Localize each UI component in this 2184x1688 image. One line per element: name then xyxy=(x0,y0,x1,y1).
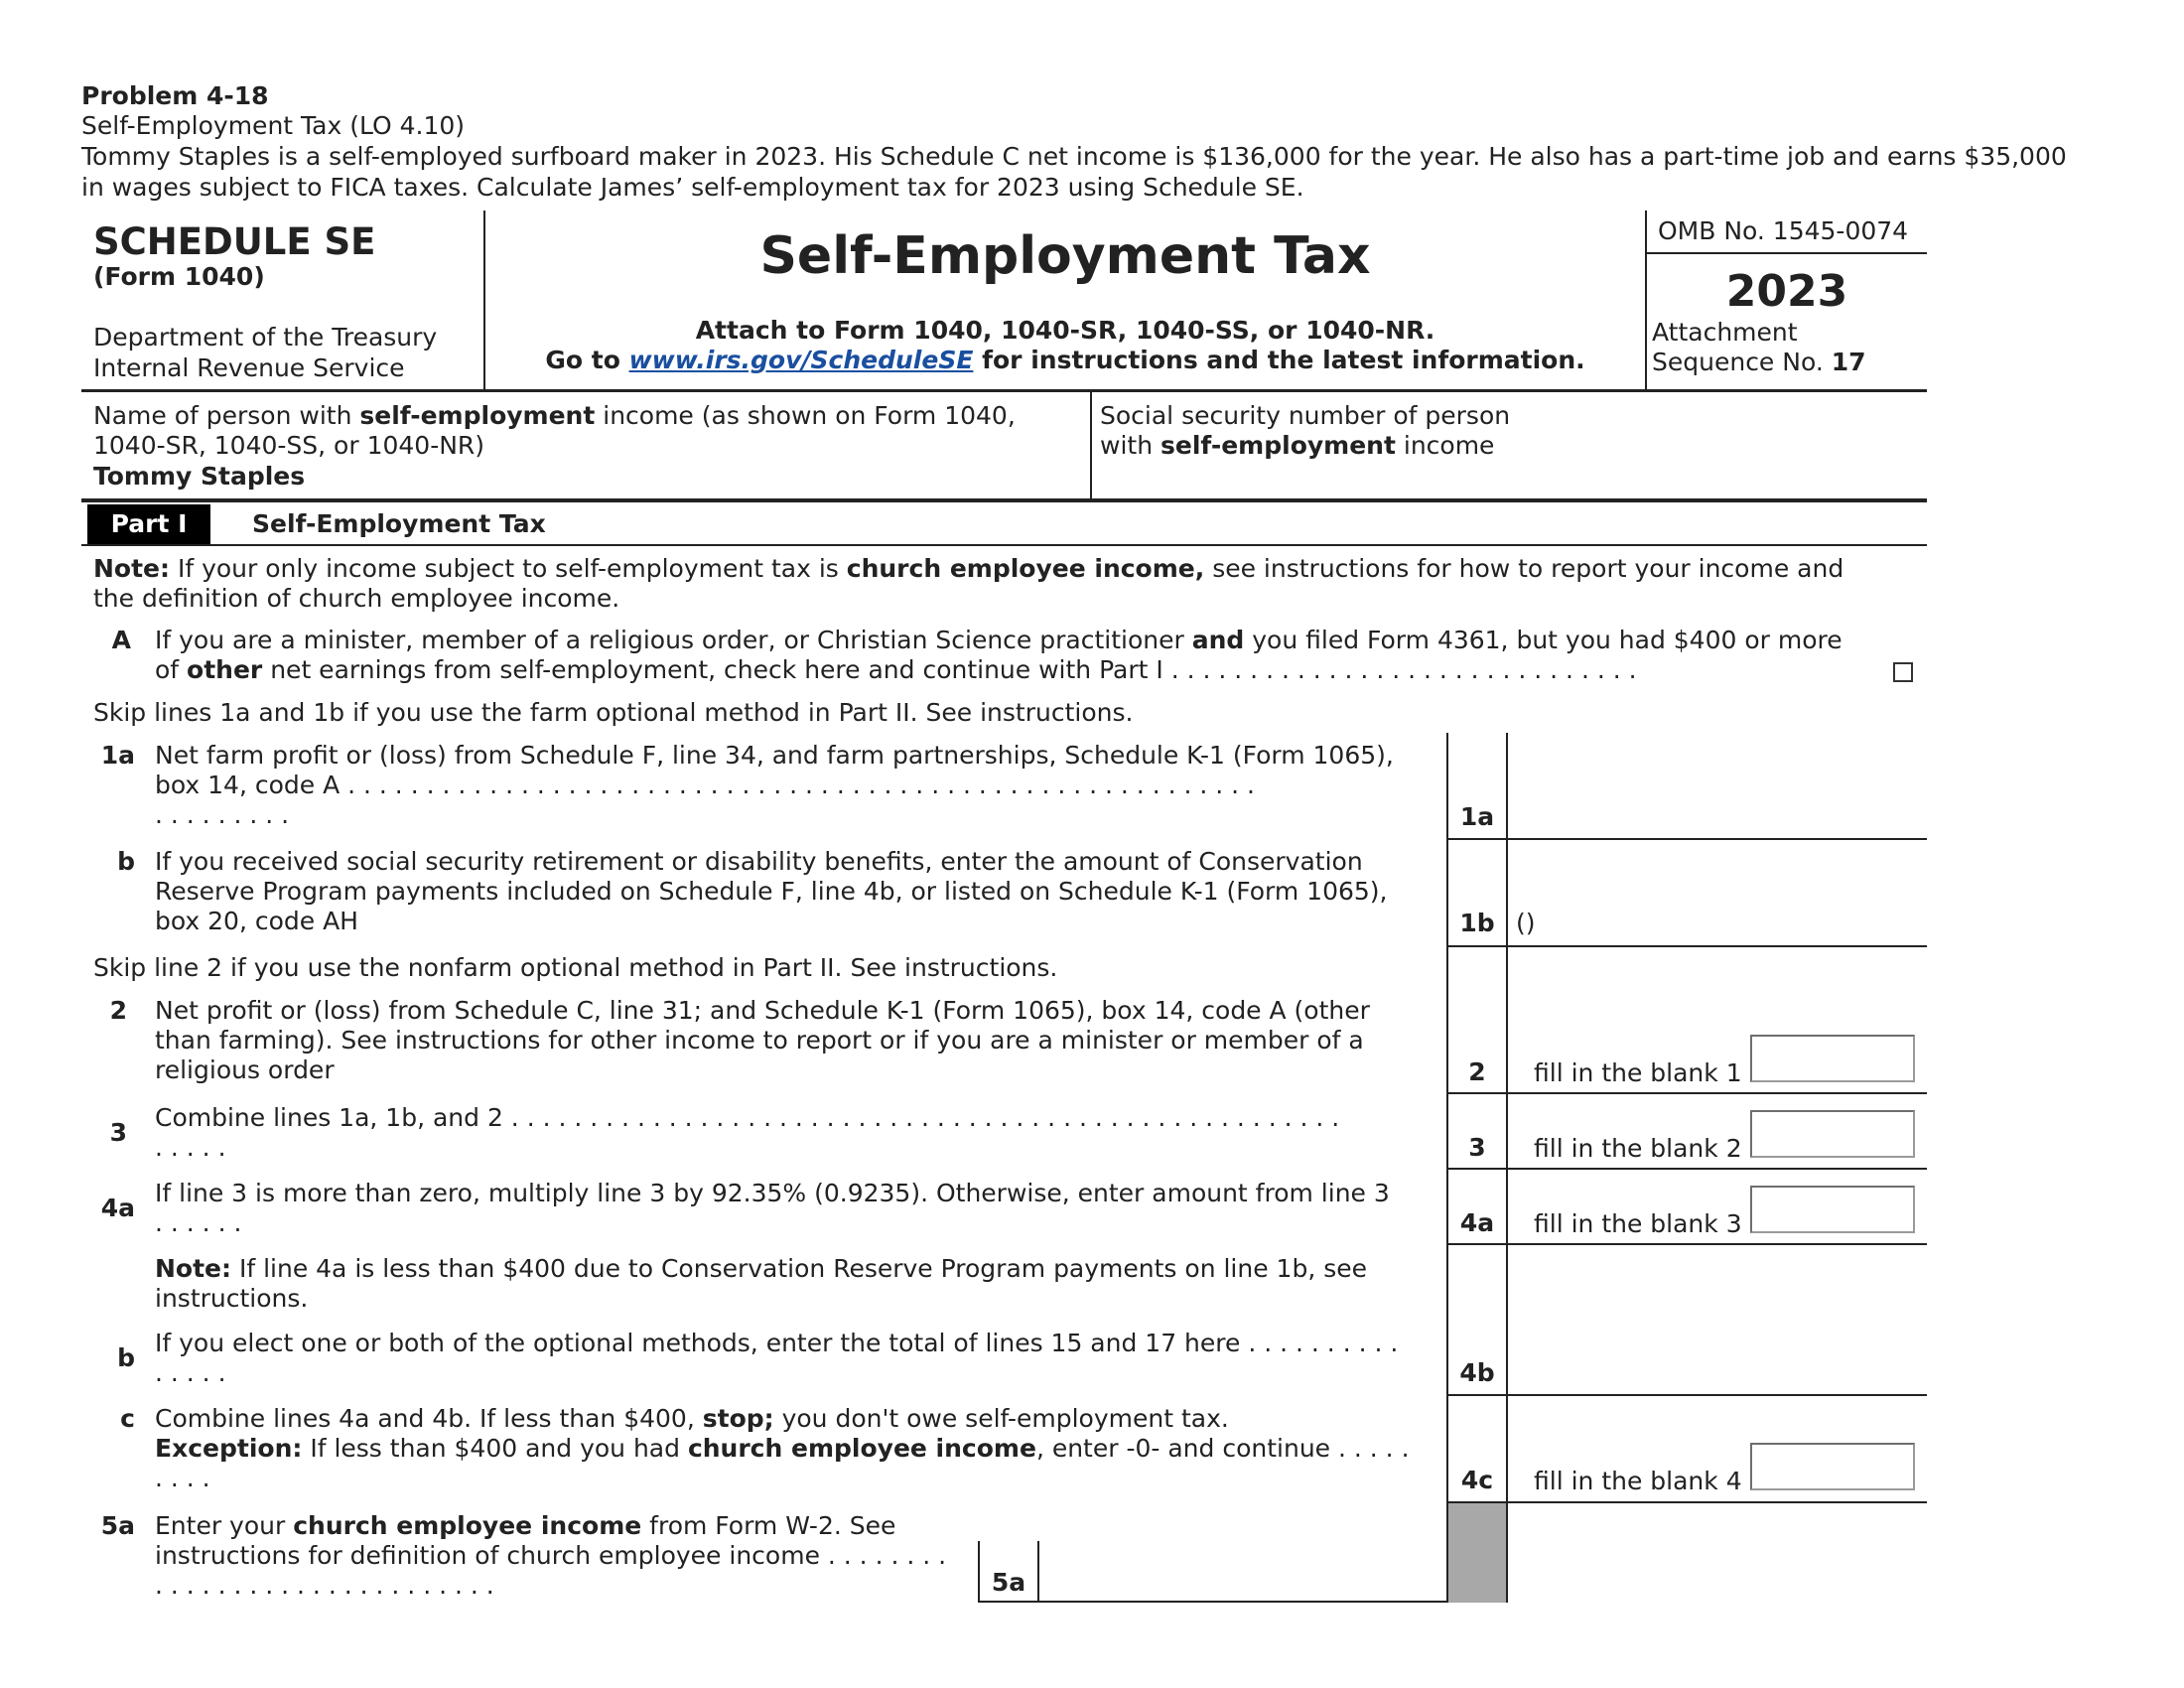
line4c-box-label: 4c xyxy=(1460,1466,1494,1494)
problem-text-line1: Tommy Staples is a self-employed surfboard maker in 2023. His Schedule C net income is $136,000 for the year. He also has a part-time job and earns $35,000 xyxy=(81,142,2067,171)
schedule-title: SCHEDULE SE xyxy=(93,220,376,263)
sequence-label xyxy=(1652,348,1866,377)
line2-text1: Net profit or (loss) from Schedule C, line 31; and Schedule K-1 (Form 1065), box 14, code A (other xyxy=(155,996,1370,1025)
blank2-input[interactable] xyxy=(1750,1110,1915,1158)
line2-text3: religious order xyxy=(155,1055,335,1084)
line5a-shaded-box xyxy=(1448,1503,1506,1603)
form-title: Self-Employment Tax xyxy=(759,226,1371,286)
taxpayer-name[interactable]: Tommy Staples xyxy=(93,462,306,491)
form-number: (Form 1040) xyxy=(93,262,265,291)
lineA-part1: If you are a minister, member of a religious order, or Christian Science practitioner xyxy=(155,626,1192,654)
ssn-label-bold: self-employment xyxy=(1160,431,1396,460)
line4b-rule xyxy=(1446,1394,1927,1396)
line4a-text2: . . . . . . xyxy=(155,1208,242,1237)
goto-prefix: Go to xyxy=(545,346,629,374)
sequence-text: Sequence No. xyxy=(1652,348,1832,376)
line3-text1: Combine lines 1a, 1b, and 2 . . . . . . . . . . . . . . . . . . . . . . . . . . . . . . . . . . . . . . . . . . . . . . . . . . . . . xyxy=(155,1103,1340,1132)
skip-line2-instruction: Skip line 2 if you use the nonfarm optional method in Part II. See instructions. xyxy=(93,953,1058,982)
blank3-input[interactable] xyxy=(1750,1186,1915,1233)
goto-instruction xyxy=(485,346,1645,375)
lineA-bold: and xyxy=(1191,626,1245,654)
sequence-number: 17 xyxy=(1831,348,1866,376)
line3-rule xyxy=(1446,1168,1927,1170)
part1-tag xyxy=(87,504,210,544)
ssn-label-line1: Social security number of person xyxy=(1100,401,1511,430)
part1-note xyxy=(93,554,1843,584)
line2-box-label: 2 xyxy=(1468,1057,1486,1086)
name-row-bottom-rule xyxy=(81,498,1927,502)
line2-number: 2 xyxy=(109,996,127,1025)
note-text1: If your only income subject to self-employment tax is xyxy=(170,554,847,583)
line4b-number: b xyxy=(117,1343,135,1372)
part1-header-rule xyxy=(81,544,1927,546)
line5a-number: 5a xyxy=(100,1511,135,1540)
line5a-text3: . . . . . . . . . . . . . . . . . . . . . . xyxy=(155,1571,494,1600)
line1a-box-label: 1a xyxy=(1459,802,1495,831)
name-label-text1: Name of person with xyxy=(93,401,360,430)
problem-subtitle: Self-Employment Tax (LO 4.10) xyxy=(81,111,466,140)
skip-line1-instruction: Skip lines 1a and 1b if you use the farm optional method in Part II. See instructions. xyxy=(93,698,1134,727)
ssn-label-line2 xyxy=(1100,431,1494,461)
line1b-box-label: 1b xyxy=(1459,909,1495,937)
line4b-text2: . . . . . xyxy=(155,1358,226,1387)
irs-name: Internal Revenue Service xyxy=(93,353,405,382)
line4-note-text: If line 4a is less than $400 due to Conservation Reserve Program payments on line 1b, see xyxy=(231,1254,1368,1283)
line4b-box-label: 4b xyxy=(1459,1358,1495,1387)
line4c-part3: If less than $400 and you had xyxy=(302,1434,688,1463)
problem-text-line2: in wages subject to FICA taxes. Calculate James’ self-employment tax for 2023 using Schedule SE. xyxy=(81,173,1304,202)
line4c-church-income: church employee income xyxy=(687,1434,1036,1463)
lineA-bold2: other xyxy=(187,655,263,684)
tax-year: 2023 xyxy=(1725,266,1848,317)
line1a-text2: box 14, code A . . . . . . . . . . . . . . . . . . . . . . . . . . . . . . . . . . . . . . . . . . . . . . . . . . . . . . . . . . xyxy=(155,771,1256,799)
line4c-part2: you don't owe self-employment tax. xyxy=(773,1404,1229,1433)
line5a-text1 xyxy=(155,1511,895,1541)
name-label-bold: self-employment xyxy=(359,401,596,430)
line2-text2: than farming). See instructions for other income to report or if you are a minister or member of a xyxy=(155,1026,1364,1055)
line4c-number: c xyxy=(120,1404,135,1433)
ssn-label-text1: with xyxy=(1100,431,1160,460)
line1b-rule xyxy=(1446,945,1927,947)
line5a-bold: church employee income xyxy=(293,1511,642,1540)
ssn-label-text2: income xyxy=(1395,431,1495,460)
line4b-amount[interactable] xyxy=(1508,1245,1927,1394)
line4c-rule xyxy=(1446,1501,1927,1503)
line1b-text2: Reserve Program payments included on Schedule F, line 4b, or listed on Schedule K-1 (Form 1065), xyxy=(155,877,1388,906)
blank1-label: fill in the blank 1 xyxy=(1534,1058,1742,1087)
blank2-label: fill in the blank 2 xyxy=(1534,1134,1742,1163)
line4-note xyxy=(155,1254,1367,1284)
lineA-text2 xyxy=(155,655,1637,685)
line3-box-label: 3 xyxy=(1468,1133,1486,1162)
line5a-bottom-rule xyxy=(978,1601,1448,1603)
line5a-box-label: 5a xyxy=(991,1568,1026,1597)
blank3-label: fill in the blank 3 xyxy=(1534,1209,1742,1238)
line4b-text1: If you elect one or both of the optional methods, enter the total of lines 15 and 17 here . . . . . . . . . . xyxy=(155,1329,1399,1357)
attach-instruction: Attach to Form 1040, 1040-SR, 1040-SS, or 1040-NR. xyxy=(695,316,1435,345)
attachment-label: Attachment xyxy=(1652,318,1798,347)
name-label-line2: 1040-SR, 1040-SS, or 1040-NR) xyxy=(93,431,485,460)
blank4-label: fill in the blank 4 xyxy=(1534,1467,1742,1495)
goto-suffix: for instructions and the latest information. xyxy=(973,346,1585,374)
blank1-input[interactable] xyxy=(1750,1035,1915,1082)
line1b-text1: If you received social security retirement or disability benefits, enter the amount of Conservation xyxy=(155,847,1363,876)
note-bold: Note: xyxy=(93,554,171,583)
line4-note-line2: instructions. xyxy=(155,1284,309,1313)
line4-note-bold: Note: xyxy=(155,1254,232,1283)
lineA-part3: of xyxy=(155,655,188,684)
line4c-stop: stop; xyxy=(702,1404,774,1433)
line1a-text3: . . . . . . . . . xyxy=(155,800,290,829)
part1-title: Self-Employment Tax xyxy=(252,509,546,538)
line4c-text1 xyxy=(155,1404,1229,1434)
line1b-text3: box 20, code AH xyxy=(155,907,358,935)
line1a-rule xyxy=(1446,838,1927,840)
line5a-part1: Enter your xyxy=(155,1511,294,1540)
omb-number: OMB No. 1545-0074 xyxy=(1658,216,1909,245)
line5a-part2: from Form W-2. See xyxy=(641,1511,896,1540)
schedule-se-link[interactable]: www.irs.gov/ScheduleSE xyxy=(628,346,974,374)
part1-tag-text: Part I xyxy=(110,509,188,538)
lineA-text1 xyxy=(155,626,1843,655)
note-bold2: church employee income, xyxy=(846,554,1205,583)
line4c-part1: Combine lines 4a and 4b. If less than $400, xyxy=(155,1404,703,1433)
line5a-amount[interactable] xyxy=(1039,1541,1446,1601)
department: Department of the Treasury xyxy=(93,323,438,352)
part1-note-line2: the definition of church employee income. xyxy=(93,584,620,613)
lineA-number: A xyxy=(111,626,131,654)
line4c-exception: Exception: xyxy=(155,1434,303,1463)
line5a-text2: instructions for definition of church employee income . . . . . . . . xyxy=(155,1541,947,1570)
line3-text2: . . . . . xyxy=(155,1133,226,1162)
line1a-amount[interactable] xyxy=(1508,733,1927,838)
header-bottom-rule xyxy=(81,389,1927,392)
line4c-text2 xyxy=(155,1434,1410,1464)
blank4-input[interactable] xyxy=(1750,1443,1915,1490)
lineA-checkbox[interactable] xyxy=(1893,662,1913,682)
name-label xyxy=(93,401,1016,431)
omb-underline xyxy=(1645,252,1927,254)
line4a-number: 4a xyxy=(100,1194,135,1222)
line1a-number: 1a xyxy=(100,741,135,770)
line2-rule xyxy=(1446,1092,1927,1094)
note-text2: see instructions for how to report your income and xyxy=(1204,554,1844,583)
line1b-number: b xyxy=(117,847,135,876)
lineA-part2: you filed Form 4361, but you had $400 or more xyxy=(1244,626,1843,654)
name-label-text2: income (as shown on Form 1040, xyxy=(595,401,1016,430)
line4a-box-label: 4a xyxy=(1459,1208,1495,1237)
line1b-value[interactable]: () xyxy=(1516,909,1536,937)
line4c-part4: , enter -0- and continue . . . . . xyxy=(1035,1434,1410,1463)
name-ssn-divider xyxy=(1090,391,1092,498)
problem-title: Problem 4-18 xyxy=(81,81,269,110)
line1a-text1: Net farm profit or (loss) from Schedule F, line 34, and farm partnerships, Schedule K-1 (Form 1065), xyxy=(155,741,1394,770)
line4c-text3: . . . . xyxy=(155,1464,210,1492)
line4a-text1: If line 3 is more than zero, multiply line 3 by 92.35% (0.9235). Otherwise, enter amount from line 3 xyxy=(155,1179,1390,1207)
lineA-part4: net earnings from self-employment, check here and continue with Part I . . . . . . . . . . . . . . . . . . . . . . . . . . . . . . xyxy=(262,655,1637,684)
line3-number: 3 xyxy=(109,1118,127,1147)
